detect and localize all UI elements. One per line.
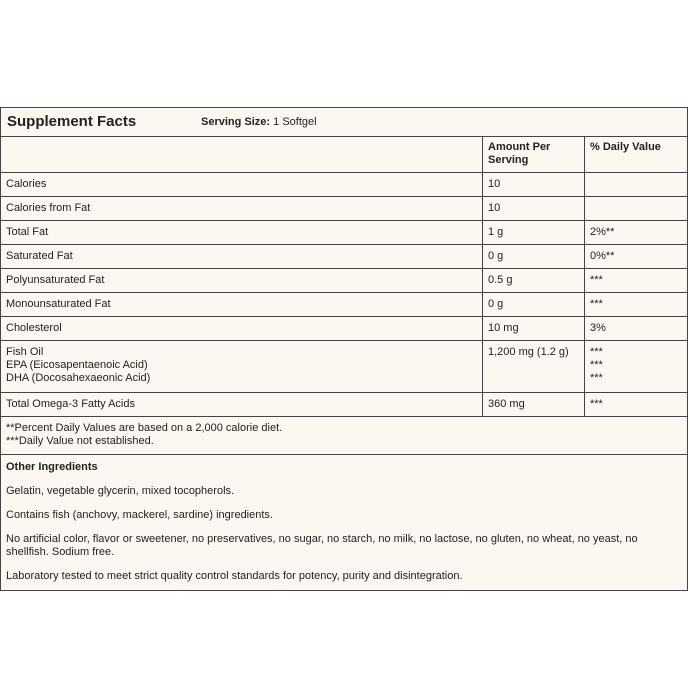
row-amount: 10: [483, 197, 585, 220]
table-row: [1, 317, 687, 341]
row-amount: 10: [483, 173, 585, 196]
allergen-paragraph: Contains fish (anchovy, mackerel, sardine) ingredients.: [6, 509, 273, 521]
row-amount: 0 g: [483, 245, 585, 268]
fish-oil-row: [1, 341, 687, 393]
row-name: Calories from Fat: [1, 197, 483, 220]
serving-size-label: Serving Size:: [201, 116, 271, 128]
dha-name: DHA (Docosahexaeonic Acid): [6, 372, 151, 384]
row-dv: ***: [590, 398, 603, 410]
row-amount: 0 g: [483, 293, 585, 316]
fish-oil-dv-3: ***: [590, 372, 603, 384]
fish-oil-dv: [585, 341, 687, 392]
fish-oil-name: Fish Oil: [6, 346, 44, 358]
column-header-empty: [1, 136, 483, 172]
row-name: Total Omega-3 Fatty Acids: [1, 393, 483, 416]
row-name: Polyunsaturated Fat: [1, 269, 483, 292]
row-name: Monounsaturated Fat: [1, 293, 483, 316]
free-from-paragraph: No artificial color, flavor or sweetener, no preservatives, no sugar, no starch, no milk, no lactose, no gluten, no wheat, no yeast, no shellfish. Sodium free.: [6, 533, 638, 558]
row-name: Calories: [1, 173, 483, 196]
footnote-1: **Percent Daily Values are based on a 2,000 calorie diet.: [6, 422, 283, 434]
table-row: [1, 269, 687, 293]
table-row: [1, 197, 687, 221]
fish-oil-amount: 1,200 mg (1.2 g): [483, 341, 585, 392]
column-header-daily-value: % Daily Value: [590, 141, 661, 153]
row-amount: 1 g: [483, 221, 585, 244]
table-row: [1, 245, 687, 269]
fish-oil-dv-2: ***: [590, 359, 603, 371]
footnotes: [1, 417, 687, 455]
fish-oil-dv-1: ***: [590, 346, 603, 358]
row-amount: 360 mg: [483, 393, 585, 416]
fish-oil-names: [1, 341, 483, 392]
amount-header-line2: Serving: [488, 154, 529, 166]
row-name: Saturated Fat: [1, 245, 483, 268]
row-dv: 2%**: [590, 226, 615, 238]
facts-table: [1, 136, 687, 600]
column-header-amount: [483, 136, 585, 172]
row-dv: 0%**: [590, 250, 615, 262]
supplement-facts-panel: [0, 107, 688, 591]
row-dv: ***: [590, 274, 603, 286]
row-dv: ***: [590, 298, 603, 310]
other-ingredients-heading: Other Ingredients: [6, 461, 98, 473]
row-dv: [585, 197, 687, 220]
row-amount: 10 mg: [483, 317, 585, 340]
other-ingredients: [1, 455, 687, 600]
table-row: [1, 173, 687, 197]
epa-name: EPA (Eicosapentaenoic Acid): [6, 359, 148, 371]
row-name: Total Fat: [1, 221, 483, 244]
row-dv: 3%: [590, 322, 606, 334]
omega-row: [1, 393, 687, 417]
row-amount: 0.5 g: [483, 269, 585, 292]
testing-paragraph: Laboratory tested to meet strict quality control standards for potency, purity and disintegration.: [6, 570, 463, 582]
facts-title: Supplement Facts: [7, 113, 137, 130]
table-row: [1, 221, 687, 245]
table-row: [1, 293, 687, 317]
row-dv: [585, 173, 687, 196]
facts-header: [1, 108, 687, 137]
amount-header-line1: Amount Per: [488, 141, 551, 153]
column-header-row: [1, 136, 687, 173]
ingredients-paragraph: Gelatin, vegetable glycerin, mixed tocopherols.: [6, 485, 235, 497]
row-name: Cholesterol: [1, 317, 483, 340]
serving-size: [201, 116, 317, 128]
footnote-2: ***Daily Value not established.: [6, 435, 154, 447]
serving-size-value: 1 Softgel: [273, 116, 317, 128]
